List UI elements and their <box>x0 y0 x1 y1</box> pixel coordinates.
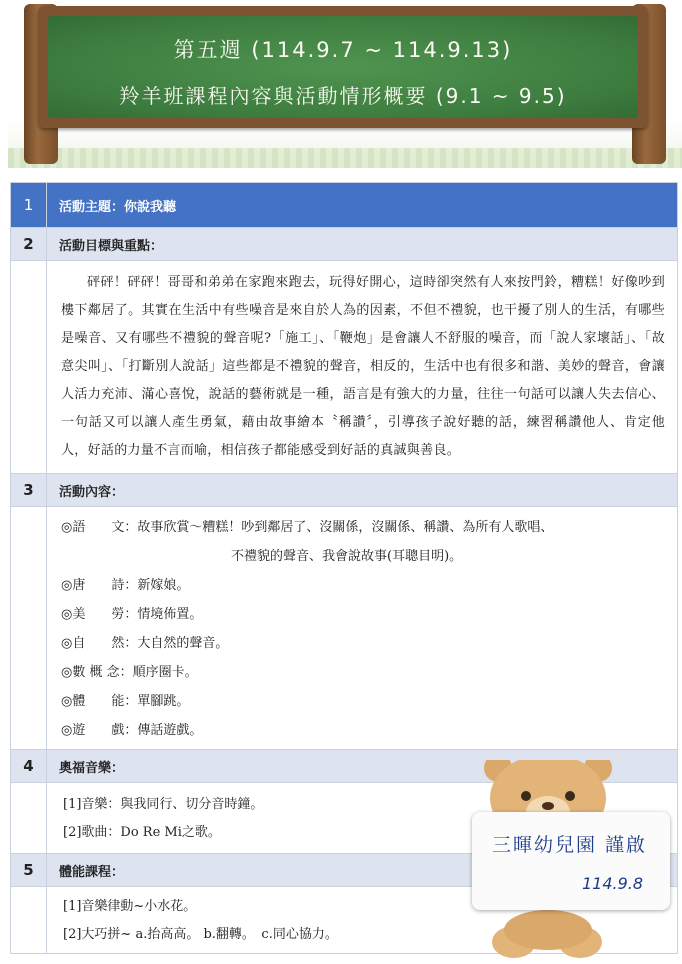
activity-item: 不禮貌的聲音、我會說故事(耳聰目明)。 <box>231 549 463 564</box>
bear-eye-left <box>521 791 531 801</box>
activity-item: ◎唐 詩：新嫁娘。 <box>61 578 190 593</box>
table-row-activity-head <box>11 474 678 507</box>
music-label: 奧福音樂： <box>47 750 678 783</box>
activity-item: ◎自 然：大自然的聲音。 <box>61 636 229 651</box>
row-number: 2 <box>11 228 47 261</box>
row-number: 5 <box>11 854 47 887</box>
activity-label: 活動內容： <box>47 474 678 507</box>
pe-item: [2]大巧拼~ a.抬高高。 b.翻轉。 c.同心協力。 <box>63 927 338 942</box>
table-row-theme <box>11 183 678 228</box>
pe-label: 體能課程： <box>47 854 678 887</box>
bear-eye-right <box>565 791 575 801</box>
row-number: 1 <box>11 183 47 228</box>
pe-item: [1]音樂律動~小水花。 <box>63 899 197 914</box>
grass-decoration <box>8 148 682 168</box>
music-item: [1]音樂：與我同行、切分音時鐘。 <box>63 797 264 812</box>
week-title: 第五週 (114.9.7 ~ 114.9.13) <box>173 38 513 62</box>
table-row-activity-body <box>11 507 678 750</box>
bear-body <box>504 910 592 950</box>
chalkboard <box>38 6 648 128</box>
theme-label: 活動主題：你說我聽 <box>47 183 678 228</box>
bear-nose <box>542 802 554 810</box>
school-name: 三暉幼兒園 謹啟 <box>492 834 648 856</box>
sign-date: 114.9.8 <box>582 874 644 893</box>
table-row-goals-body <box>11 261 678 474</box>
signature-sign <box>472 812 670 910</box>
activity-item: ◎美 勞：情境佈置。 <box>61 607 203 622</box>
row-number: 3 <box>11 474 47 507</box>
goals-label: 活動目標與重點： <box>47 228 678 261</box>
music-item: [2]歌曲：Do Re Mi之歌。 <box>63 825 221 840</box>
class-title: 羚羊班課程內容與活動情形概要 (9.1 ~ 9.5) <box>119 84 567 108</box>
table-row-goals-head <box>11 228 678 261</box>
activity-item: ◎體 能：單腳跳。 <box>61 694 190 709</box>
activity-item: ◎語 文：故事欣賞～糟糕！吵到鄰居了、沒關係，沒關係、稱讚、為所有人歌唱、 <box>61 520 554 535</box>
row-number: 4 <box>11 750 47 783</box>
goals-paragraph: 砰砰！砰砰！哥哥和弟弟在家跑來跑去，玩得好開心，這時卻突然有人來按門鈴，糟糕！好像吵到樓下鄰居了。其實在生活中有些噪音是來自於人為的因素，不但不禮貌，也干擾了別人的生活，有哪些是噪音、又有哪些不禮貌的聲音呢?「施工」、「鞭炮」是會讓人不舒服的噪音，而「說人家壞話」、「故意尖叫」、「打斷別人說話」這些都是不禮貌的聲音，相反的，生活中也有很多和諧、美妙的聲音，會讓人活力充沛、滿心喜悅，說話的藝術就是一種，語言是有強大的力量，往往一句話可以讓人失去信心、一句話又可以讓人產生勇氣，藉由故事繪本〝稱讚〞，引導孩子說好聽的話，練習稱讚他人、肯定他人，好話的力量不言而喻，相信孩子都能感受到好話的真誠與善良。 <box>61 275 665 458</box>
header-banner <box>8 0 682 168</box>
activity-item: ◎數 概 念：順序圈卡。 <box>61 665 198 680</box>
activity-item: ◎遊 戲：傳話遊戲。 <box>61 723 203 738</box>
